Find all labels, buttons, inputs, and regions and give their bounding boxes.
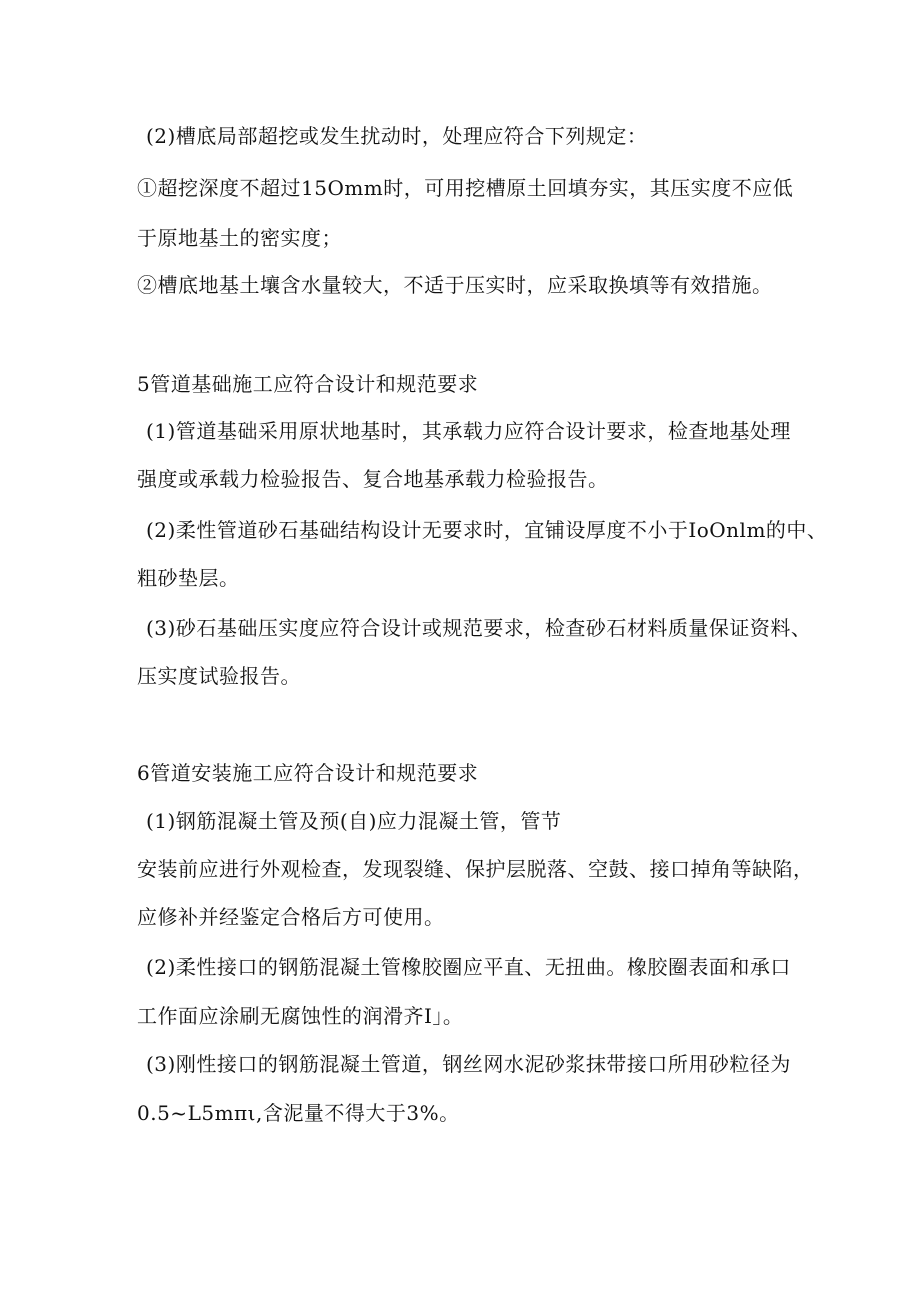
- text-line-15: 应修补并经鉴定合格后方可使用。: [137, 905, 445, 929]
- text-line-6: (1)管道基础采用原状地基时，其承载力应符合设计要求，检查地基处理: [146, 419, 791, 443]
- text-line-11: 压实度试验报告。: [137, 664, 301, 688]
- text-line-16: (2)柔性接口的钢筋混凝土管橡胶圈应平直、无扭曲。橡胶圈表面和承口: [146, 955, 791, 979]
- text-line-19: 0.5~L5mπι,含泥量不得大于3%。: [137, 1101, 460, 1125]
- text-line-7: 强度或承载力检验报告、复合地基承载力检验报告。: [137, 467, 609, 491]
- text-line-3: 于原地基土的密实度；: [137, 226, 342, 250]
- text-line-18: (3)刚性接口的钢筋混凝土管道，钢丝网水泥砂浆抹带接口所用砂粒径为: [146, 1052, 791, 1076]
- text-line-8: (2)柔性管道砂石基础结构设计无要求时，宜铺设厚度不小于IoOnlm的中、: [146, 518, 828, 542]
- text-line-14: 安装前应进行外观检查，发现裂缝、保护层脱落、空鼓、接口掉角等缺陷，: [137, 857, 814, 881]
- text-line-13: (1)钢筋混凝土管及预(自)应力混凝土管，管节: [146, 809, 562, 833]
- text-line-1: (2)槽底局部超挖或发生扰动时，处理应符合下列规定：: [146, 124, 648, 148]
- section-heading-5: 5管道基础施工应符合设计和规范要求: [137, 372, 479, 396]
- text-line-10: (3)砂石基础压实度应符合设计或规范要求，检查砂石材料质量保证资料、: [146, 616, 812, 640]
- text-line-2: ①超挖深度不超过15Omm时，可用挖槽原土回填夯实，其压实度不应低: [137, 176, 794, 200]
- text-line-9: 粗砂垫层。: [137, 566, 240, 590]
- text-line-17: 工作面应涂刷无腐蚀性的润滑齐I」。: [137, 1004, 464, 1028]
- text-line-4: ②槽底地基土壤含水量较大，不适于压实时，应采取换填等有效措施。: [137, 273, 773, 297]
- section-heading-6: 6管道安装施工应符合设计和规范要求: [137, 761, 479, 785]
